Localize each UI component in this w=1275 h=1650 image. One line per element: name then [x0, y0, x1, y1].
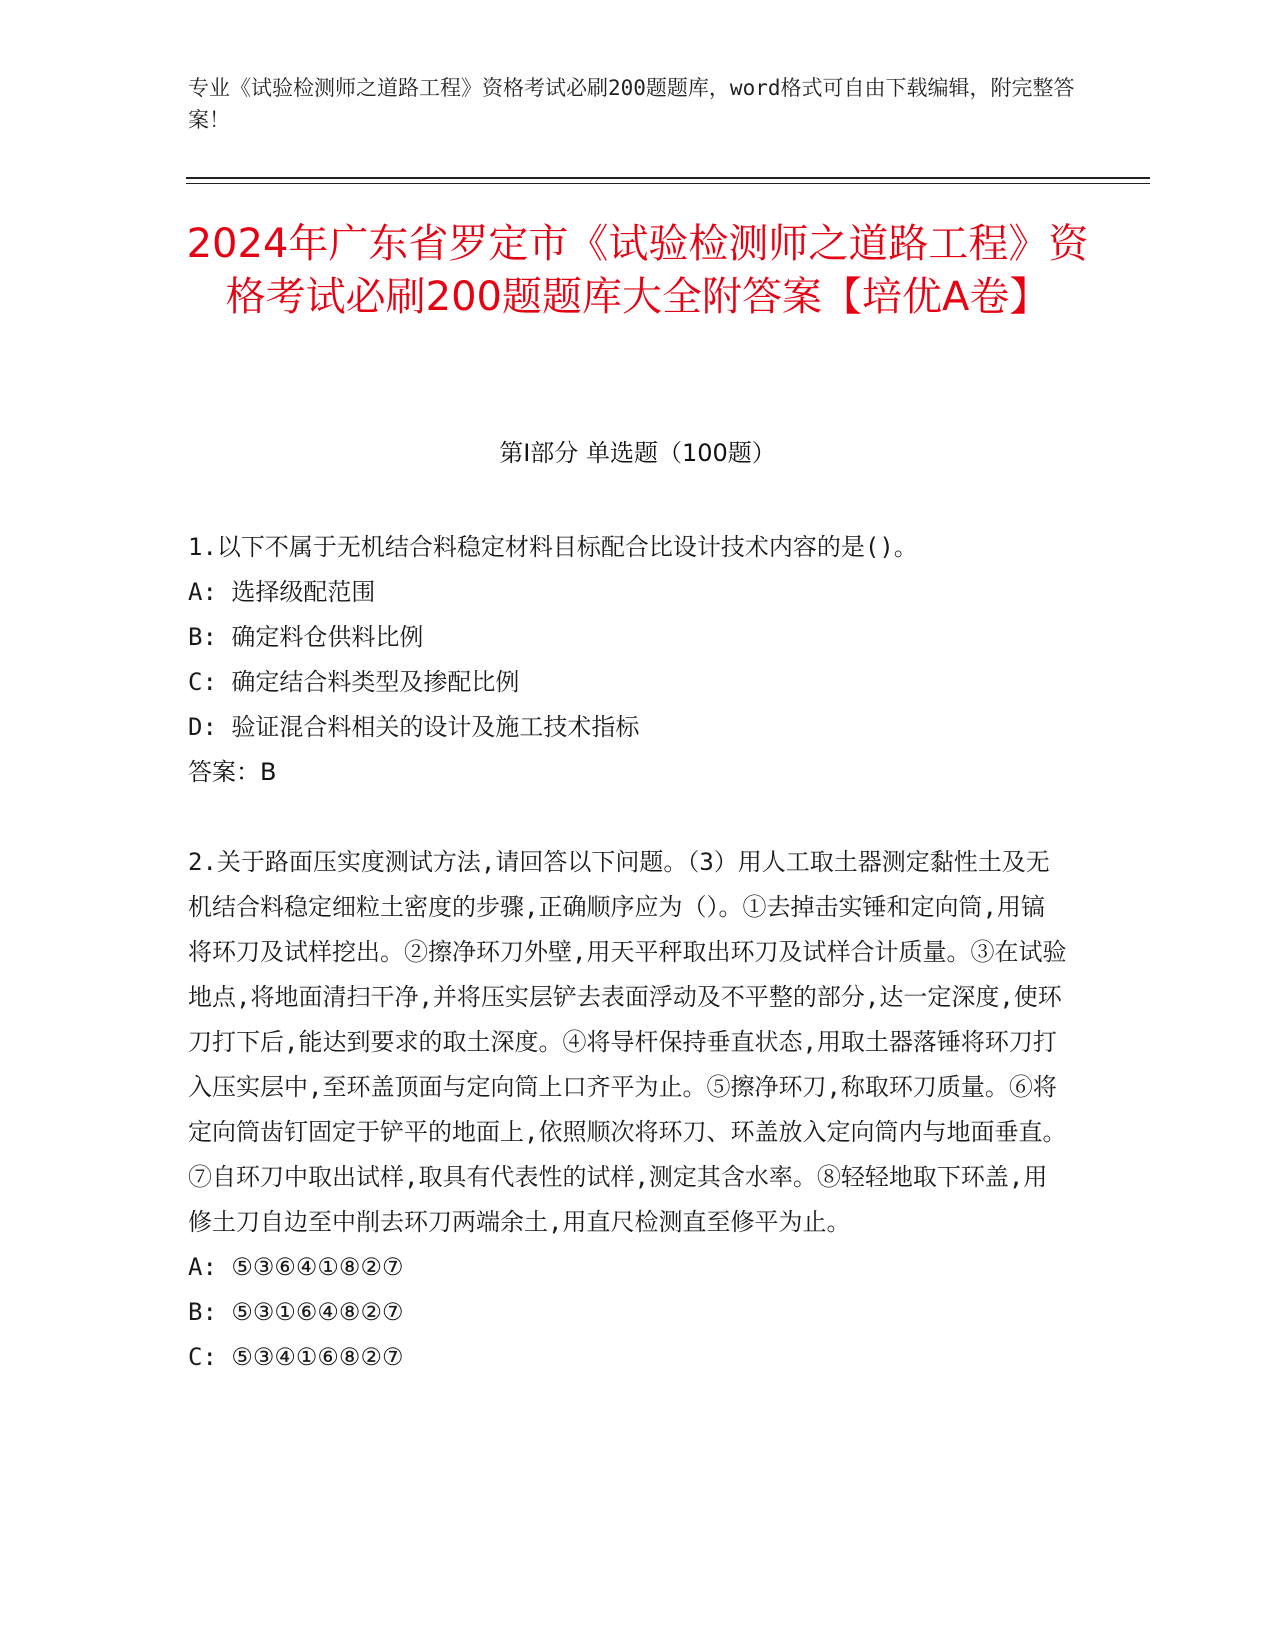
option-a: A: 选择级配范围: [188, 578, 376, 606]
header-rule-thin: [186, 183, 1150, 184]
question-stem: 2.关于路面压实度测试方法,请回答以下问题。（3）用人工取土器测定黏性土及无机结合料稳定细粒土密度的步骤,正确顺序应为（）。①去掉击实锤和定向筒,用镐将环刀及试样挖出。②擦净环刀外壁,用天平秤取出环刀及试样合计质量。③在试验地点,将地面清扫干净,并将压实层铲去表面浮动及不平整的部分,达一定深度,使环刀打下后,能达到要求的取土深度。④将导杆保持垂直状态,用取土器落锤将环刀打入压实层中,至环盖顶面与定向筒上口齐平为止。⑤擦净环刀,称取环刀质量。⑥将定向筒齿钉固定于铲平的地面上,依照顺次将环刀、环盖放入定向筒内与地面垂直。⑦自环刀中取出试样,取具有代表性的试样,测定其含水率。⑧轻轻地取下环盖,用修土刀自边至中削去环刀两端余土,用直尺检测直至修平为止。: [188, 848, 1067, 1236]
question-list: [188, 525, 1068, 1380]
section-heading: 第Ⅰ部分 单选题（100题）: [499, 439, 776, 467]
option-c: C: 确定结合料类型及掺配比例: [188, 668, 520, 696]
option-a: A: ⑤③⑥④①⑧②⑦: [188, 1253, 404, 1281]
option-b: B: 确定料仓供料比例: [188, 623, 424, 651]
option-c: C: ⑤③④①⑥⑧②⑦: [188, 1343, 404, 1371]
document-title: 2024年广东省罗定市《试验检测师之道路工程》资格考试必刷200题题库大全附答案【培优A卷】: [186, 221, 1089, 320]
header-note: 专业《试验检测师之道路工程》资格考试必刷200题题库，word格式可自由下载编辑，附完整答案！: [188, 76, 1075, 132]
option-d: D: 验证混合料相关的设计及施工技术指标: [188, 713, 640, 741]
question-spacer: [188, 795, 1068, 840]
question-2: [188, 840, 1068, 1380]
question-1: [188, 525, 1068, 795]
answer: 答案：B: [188, 758, 277, 786]
header-rule-thick: [186, 177, 1150, 179]
option-b: B: ⑤③①⑥④⑧②⑦: [188, 1298, 404, 1326]
question-stem: 1.以下不属于无机结合料稳定材料目标配合比设计技术内容的是()。: [188, 533, 918, 561]
